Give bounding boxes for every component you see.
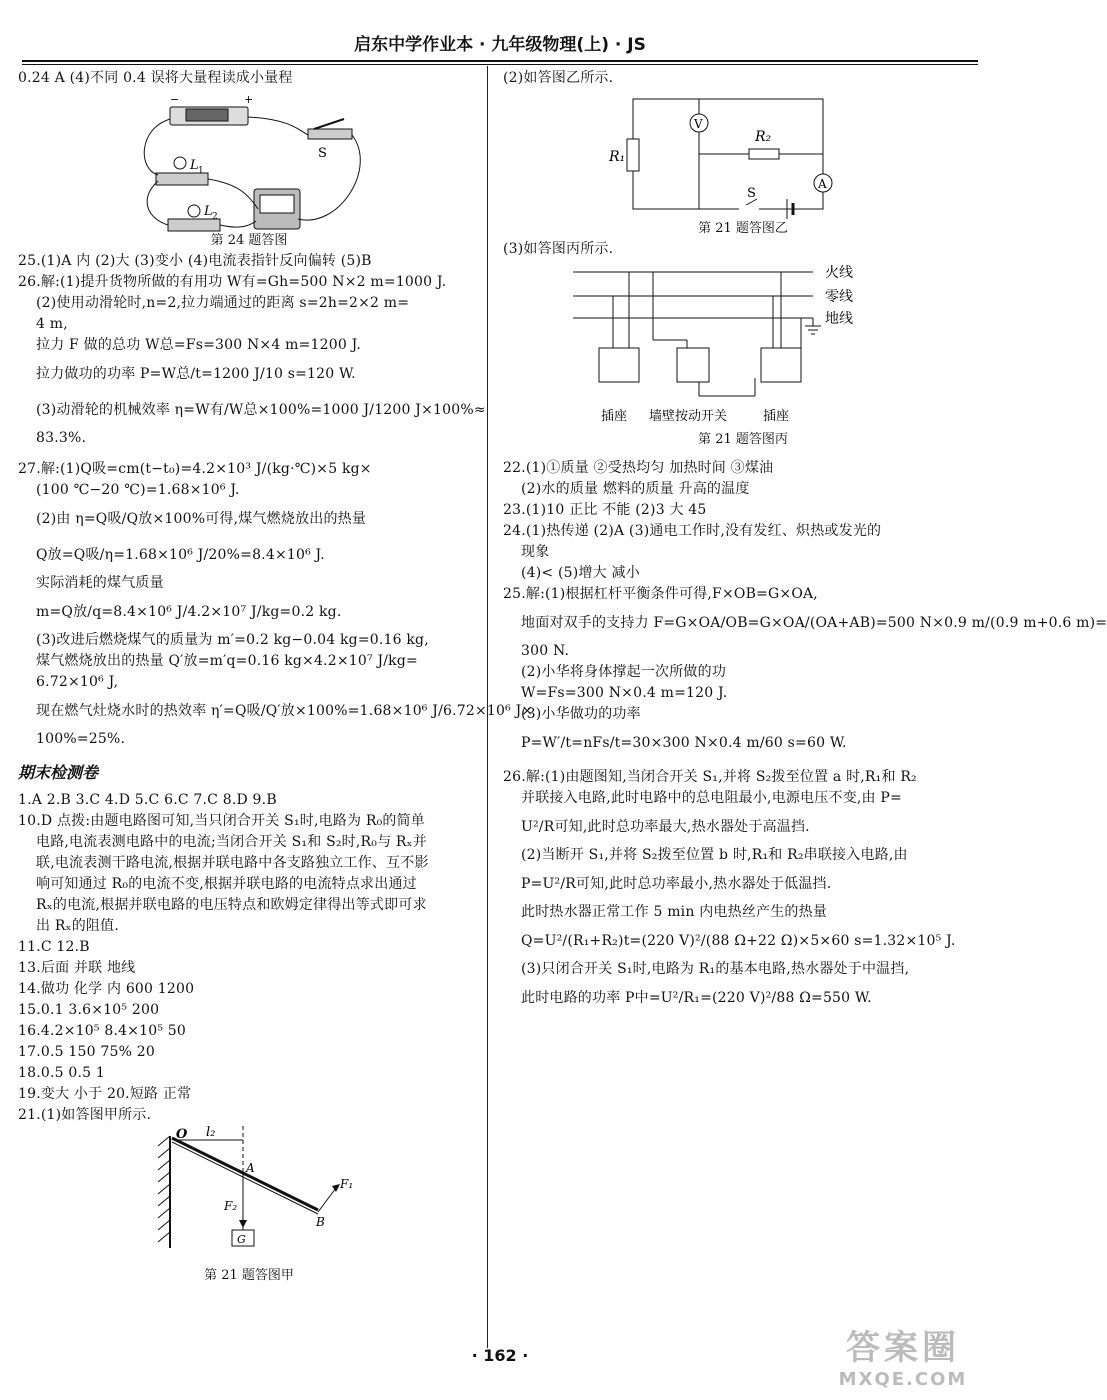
- answer-line: 300 N.: [521, 643, 570, 659]
- answer-line: 拉力 F 做的总功 W总=Fs=300 N×4 m=1200 J.: [36, 337, 361, 353]
- label-r2: R₂: [755, 129, 772, 145]
- label-socket: 插座: [601, 409, 628, 424]
- answer-line: 拉力做功的功率 P=W总/t=1200 J/10 s=120 W.: [36, 366, 356, 382]
- answer-line: 15.0.1 3.6×10⁵ 200: [18, 1002, 160, 1018]
- svg-text:+: +: [244, 93, 254, 106]
- answer-line: 联,电流表测干路电流,根据并联电路中各支路独立工作、互不影: [36, 855, 429, 871]
- answer-line: 14.做功 化学 内 600 1200: [18, 981, 195, 997]
- label-wall-switch: 墙壁按动开关: [649, 409, 728, 424]
- label-switch: S: [747, 186, 756, 201]
- answer-line: 此时电路的功率 P中=U²/R₁=(220 V)²/88 Ω=550 W.: [521, 990, 872, 1006]
- answer-line: Q放=Q吸/η=1.68×10⁶ J/20%=8.4×10⁶ J.: [36, 547, 325, 563]
- answer-line: 26.解:(1)由题图知,当闭合开关 S₁,并将 S₂拨至位置 a 时,R₁和 R₂: [503, 769, 917, 785]
- answer-line: 25.(1)A 内 (2)大 (3)变小 (4)电流表指针反向偏转 (5)B: [18, 253, 372, 269]
- circuit-diagram-21b: [503, 89, 983, 219]
- answer-line: P=W′/t=nFs/t=30×300 N×0.4 m/60 s=60 W.: [521, 735, 847, 751]
- answer-line: 4 m,: [36, 316, 68, 332]
- answer-line: 实际消耗的煤气质量: [36, 575, 164, 591]
- svg-text:−: −: [170, 93, 180, 106]
- answer-line: (3)小华做功的功率: [521, 706, 641, 722]
- answer-line: 出 Rₓ的阻值.: [36, 918, 119, 934]
- answer-line: 26.解:(1)提升货物所做的有用功 W有=Gh=500 N×2 m=1000 J.: [18, 274, 447, 290]
- header-rule-thin: [22, 64, 978, 65]
- answer-line: 并联接入电路,此时电路中的总电阻最小,电源电压不变,由 P=: [521, 790, 902, 806]
- watermark-text: 答案圈: [846, 1328, 960, 1368]
- answer-line: m=Q放/q=8.4×10⁶ J/4.2×10⁷ J/kg=0.2 kg.: [36, 604, 342, 620]
- lever-diagram: [18, 1126, 480, 1266]
- label-o: O: [176, 1127, 188, 1142]
- answer-line: (2)水的质量 燃料的质量 升高的温度: [521, 481, 750, 497]
- label-r1: R₁: [609, 149, 626, 165]
- answer-line: 此时热水器正常工作 5 min 内电热丝产生的热量: [521, 904, 828, 920]
- label-l2: L: [204, 204, 213, 219]
- section-title: 期末检测卷: [18, 763, 99, 782]
- right-column: [503, 66, 1107, 1016]
- page-number: · 162 ·: [471, 1346, 529, 1365]
- page-header: [30, 30, 970, 58]
- figure-caption: 第 21 题答图丙: [698, 432, 788, 447]
- label-b: B: [316, 1215, 325, 1229]
- answer-line: (2)当断开 S₁,并将 S₂拨至位置 b 时,R₁和 R₂串联接入电路,由: [521, 847, 908, 863]
- label-f2: F₂: [224, 1199, 238, 1213]
- figure-21b: [503, 89, 983, 219]
- page-title: 启东中学作业本 · 九年级物理(上) · JS: [354, 35, 646, 55]
- answer-line: 17.0.5 150 75% 20: [18, 1044, 155, 1060]
- watermark-logo: [828, 1320, 978, 1390]
- answer-line: P=U²/R可知,此时总功率最小,热水器处于低温挡.: [521, 876, 832, 892]
- svg-text:2: 2: [212, 212, 218, 222]
- answer-line: 响可知通过 R₀的电流不变,根据并联电路的电流特点求出通过: [36, 876, 417, 892]
- answer-line: (4)< (5)增大 减小: [521, 565, 640, 581]
- answer-line: (3)如答图丙所示.: [503, 241, 614, 257]
- answer-line: 13.后面 并联 地线: [18, 960, 136, 976]
- answer-line: 100%=25%.: [36, 731, 126, 747]
- answer-line: 6.72×10⁶ J,: [36, 674, 119, 690]
- label-ground-wire: 地线: [825, 311, 853, 327]
- answer-line: 现在燃气灶烧水时的热效率 η′=Q吸/Q′放×100%=1.68×10⁶ J/6.72×10⁶ J×: [36, 703, 534, 719]
- answer-line: 现象: [521, 544, 550, 560]
- figure-caption: 第 21 题答图乙: [698, 221, 788, 236]
- figure-21c: [503, 260, 983, 430]
- label-g: G: [237, 1233, 246, 1246]
- label-ammeter: A: [818, 177, 827, 191]
- answer-line: 23.(1)10 正比 不能 (2)3 大 45: [503, 502, 707, 518]
- answer-line: (100 ℃−20 ℃)=1.68×10⁶ J.: [36, 482, 240, 498]
- answer-line: 83.3%.: [36, 430, 87, 446]
- label-l1: L: [190, 158, 199, 173]
- answer-line: Q=U²/(R₁+R₂)t=(220 V)²/(88 Ω+22 Ω)×5×60 s=1.32×10⁵ J.: [521, 933, 956, 949]
- answer-line: 16.4.2×10⁵ 8.4×10⁵ 50: [18, 1023, 187, 1039]
- answer-line: (2)由 η=Q吸/Q放×100%可得,煤气燃烧放出的热量: [36, 511, 367, 527]
- label-a: A: [246, 1161, 255, 1175]
- label-s: S: [318, 146, 327, 161]
- answer-line: 24.(1)热传递 (2)A (3)通电工作时,没有发红、炽热或发光的: [503, 523, 882, 539]
- answer-line: 11.C 12.B: [18, 939, 90, 955]
- answer-line: 18.0.5 0.5 1: [18, 1065, 106, 1081]
- answer-line: 地面对双手的支持力 F=G×OA/OB=G×OA/(OA+AB)=500 N×0.9 m/(0.9 m+0.6 m)=: [521, 615, 1107, 631]
- household-wiring-diagram: [503, 260, 983, 430]
- label-live-wire: 火线: [825, 265, 853, 281]
- figure-24: [18, 89, 480, 231]
- answer-line: Rₓ的电流,根据并联电路的电压特点和欧姆定律得出等式即可求: [36, 897, 427, 913]
- label-socket: 插座: [763, 409, 790, 424]
- answer-line: 电路,电流表测电路中的电流;当闭合开关 S₁和 S₂时,R₀与 Rₓ并: [36, 834, 428, 850]
- label-voltmeter: V: [694, 117, 703, 131]
- figure-caption: 第 21 题答图甲: [204, 1268, 294, 1283]
- answer-line: 21.(1)如答图甲所示.: [18, 1107, 152, 1123]
- label-f1: F₁: [340, 1177, 354, 1191]
- answer-line: 0.24 A (4)不同 0.4 误将大量程读成小量程: [18, 70, 293, 86]
- answer-line: 10.D 点拨:由题电路图可知,当只闭合开关 S₁时,电路为 R₀的简单: [18, 813, 426, 829]
- answer-line: W=Fs=300 N×0.4 m=120 J.: [521, 685, 728, 701]
- label-l2-arm: l₂: [206, 1125, 216, 1140]
- answer-line: (3)改进后燃烧煤气的质量为 m′=0.2 kg−0.04 kg=0.16 kg,: [36, 632, 429, 648]
- watermark-url: MXQE.COM: [838, 1369, 968, 1390]
- answer-line: 27.解:(1)Q吸=cm(t−t₀)=4.2×10³ J/(kg·℃)×5 kg×: [18, 461, 372, 477]
- answer-line: (3)动滑轮的机械效率 η=W有/W总×100%=1000 J/1200 J×100%≈: [36, 402, 486, 418]
- answer-line: 22.(1)①质量 ②受热均匀 加热时间 ③煤油: [503, 460, 774, 476]
- label-neutral-wire: 零线: [825, 289, 853, 305]
- answer-line: (2)小华将身体撑起一次所做的功: [521, 664, 727, 680]
- left-column: [18, 66, 534, 1286]
- answer-line: 25.解:(1)根据杠杆平衡条件可得,F×OB=G×OA,: [503, 586, 818, 602]
- answer-line: (3)只闭合开关 S₁时,电路为 R₁的基本电路,热水器处于中温挡,: [521, 961, 910, 977]
- figure-caption: 第 24 题答图: [210, 233, 288, 248]
- figure-21a: [18, 1126, 480, 1266]
- header-rule: [22, 60, 978, 62]
- answer-line: U²/R可知,此时总功率最大,热水器处于高温挡.: [521, 819, 810, 835]
- answer-line: 19.变大 小于 20.短路 正常: [18, 1086, 192, 1102]
- answer-line: (2)如答图乙所示.: [503, 70, 614, 86]
- answer-line: (2)使用动滑轮时,n=2,拉力端通过的距离 s=2h=2×2 m=: [36, 295, 410, 311]
- svg-text:1: 1: [198, 166, 204, 176]
- circuit-diagram-24: [18, 89, 480, 231]
- answer-line: 1.A 2.B 3.C 4.D 5.C 6.C 7.C 8.D 9.B: [18, 792, 277, 808]
- answer-line: 煤气燃烧放出的热量 Q′放=m′q=0.16 kg×4.2×10⁷ J/kg=: [36, 653, 418, 669]
